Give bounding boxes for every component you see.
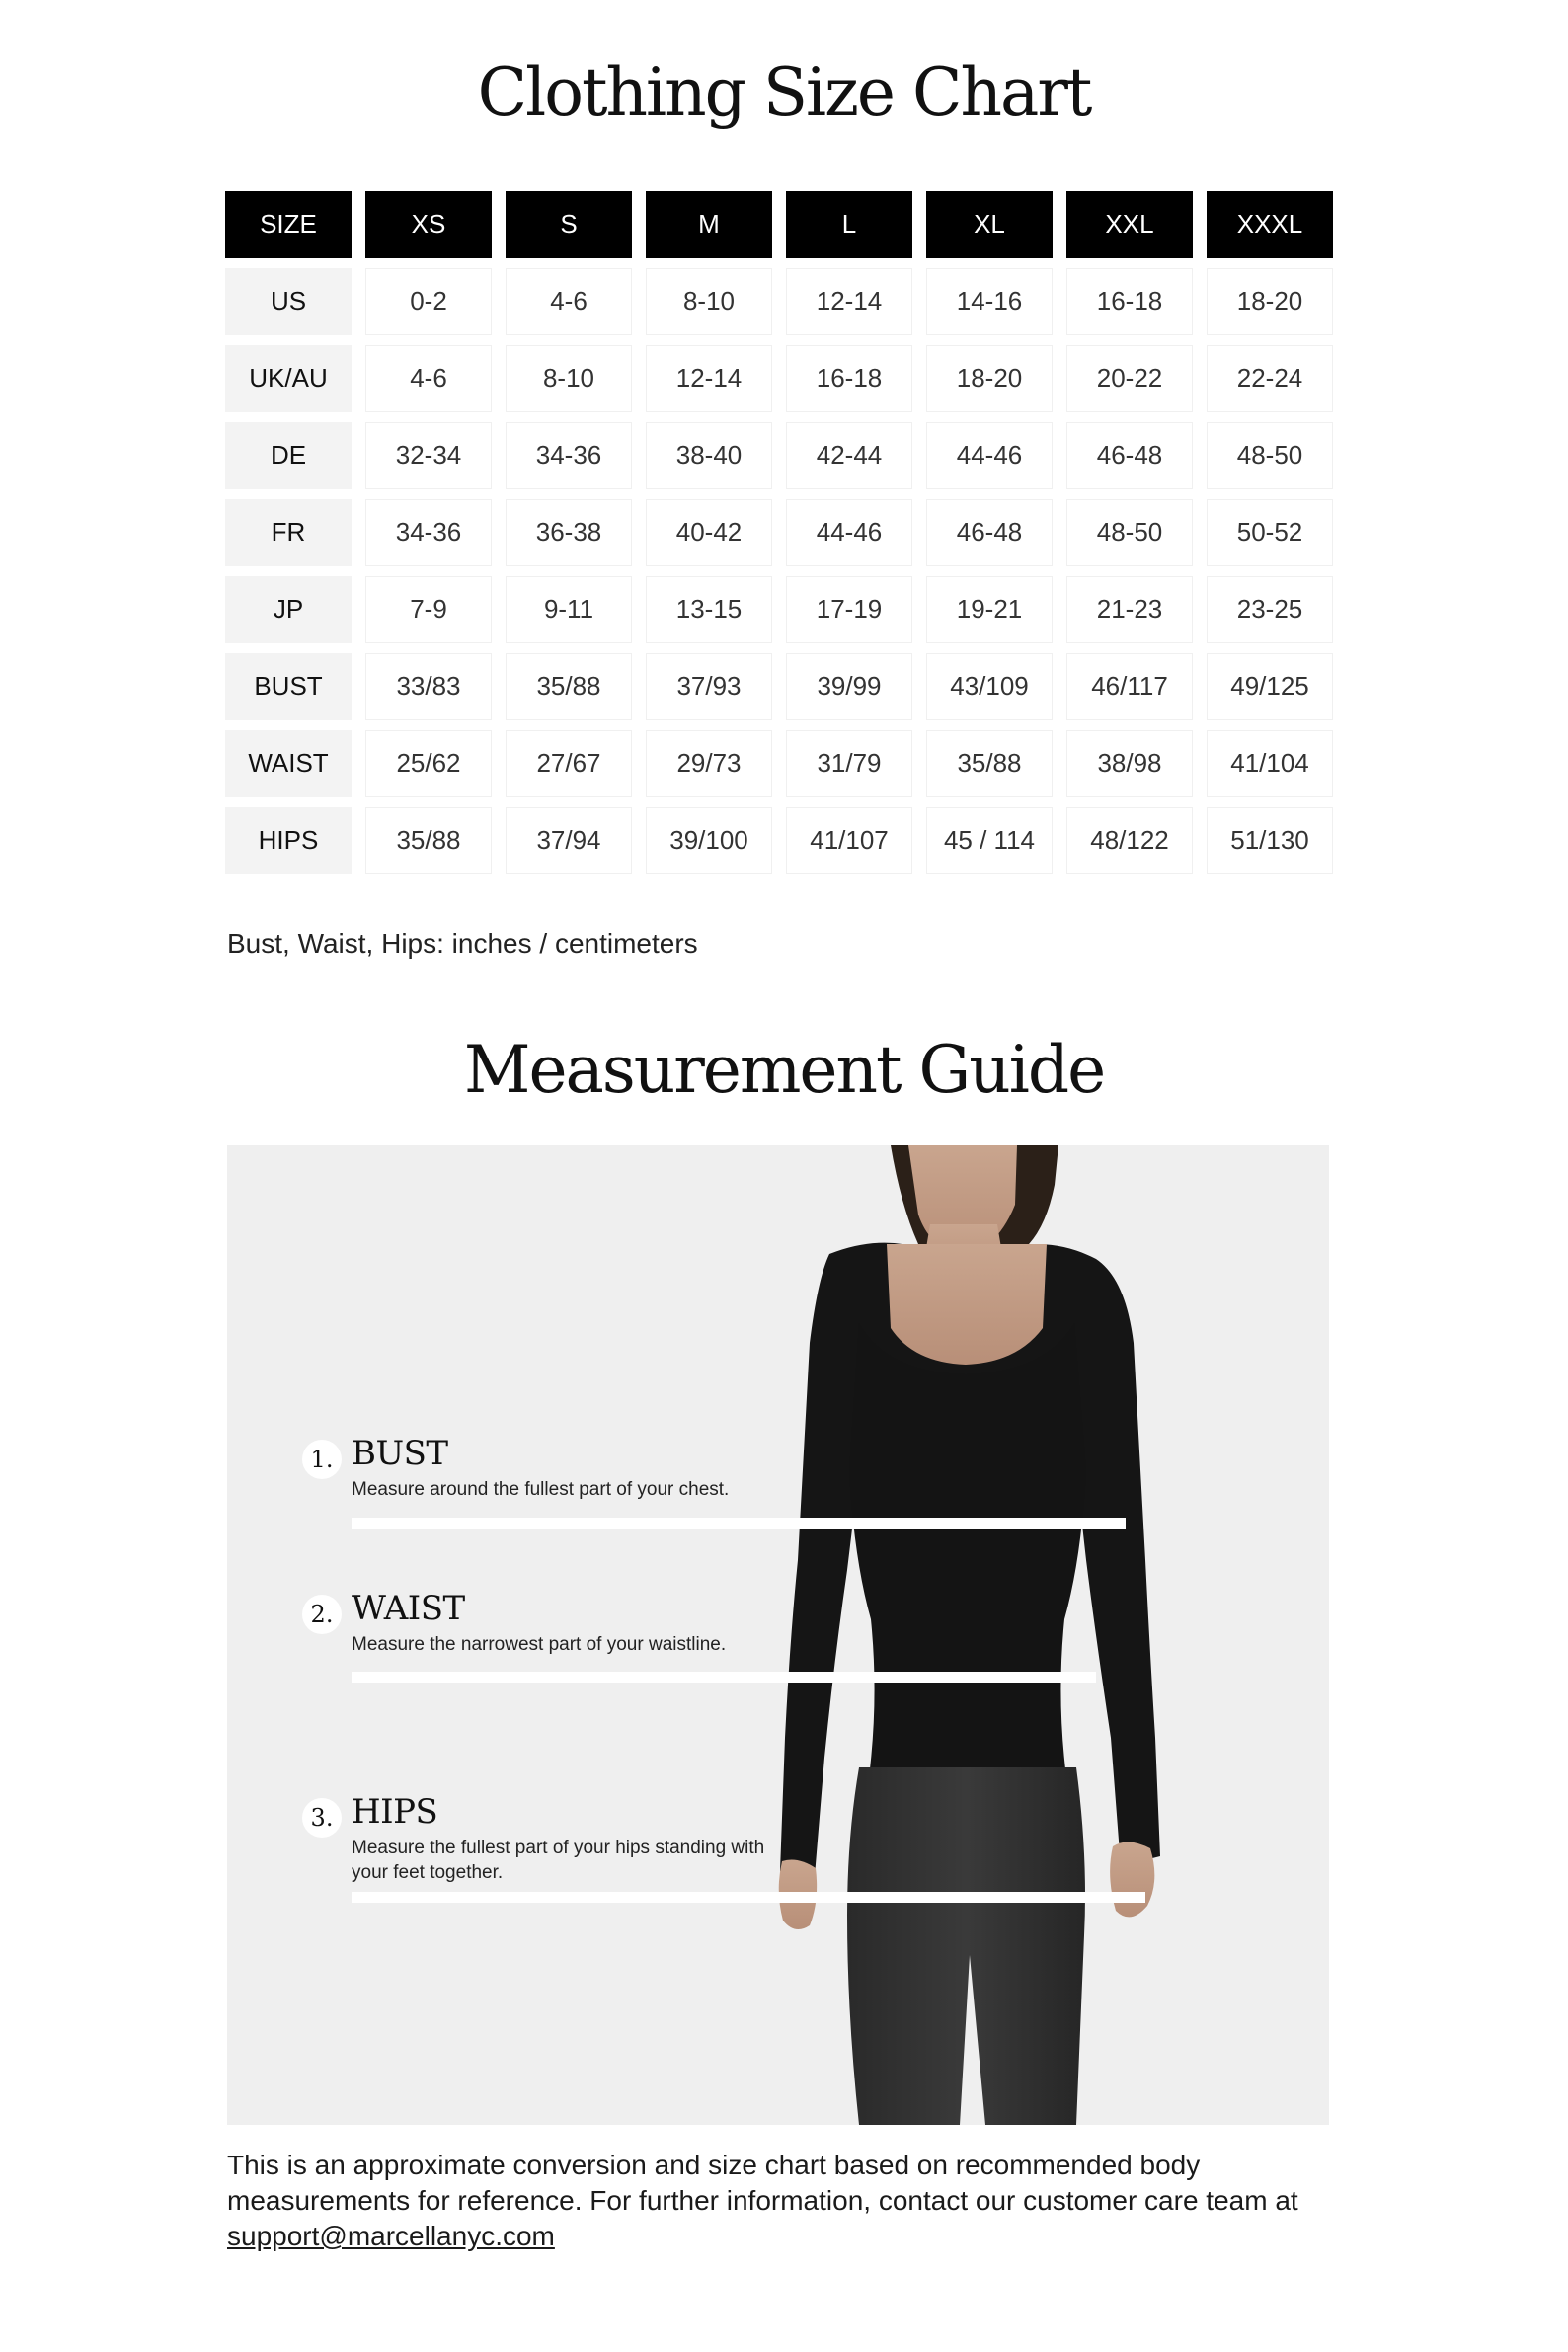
table-row [225, 345, 1333, 412]
column-header: M [646, 191, 772, 258]
table-cell: 32-34 [365, 422, 492, 489]
table-cell: 34-36 [506, 422, 632, 489]
table-cell: 46-48 [926, 499, 1053, 566]
table-row [225, 499, 1333, 566]
table-cell: 45 / 114 [926, 807, 1053, 874]
step-title: HIPS [352, 1792, 438, 1832]
column-header: XXXL [1207, 191, 1333, 258]
table-cell: 9-11 [506, 576, 632, 643]
table-cell: 23-25 [1207, 576, 1333, 643]
table-cell: 18-20 [926, 345, 1053, 412]
waist-measure-line [352, 1672, 1096, 1683]
table-cell: 13-15 [646, 576, 772, 643]
table-cell: 48/122 [1066, 807, 1193, 874]
support-email-link[interactable]: support@marcellanyc.com [227, 2221, 555, 2251]
row-label: BUST [225, 653, 352, 720]
table-cell: 51/130 [1207, 807, 1333, 874]
column-header: SIZE [225, 191, 352, 258]
table-cell: 19-21 [926, 576, 1053, 643]
table-cell: 29/73 [646, 730, 772, 797]
step-title: BUST [352, 1434, 448, 1473]
table-cell: 41/107 [786, 807, 912, 874]
table-row [225, 730, 1333, 797]
size-chart-table [211, 181, 1347, 884]
table-cell: 37/94 [506, 807, 632, 874]
row-label: JP [225, 576, 352, 643]
table-row [225, 653, 1333, 720]
measurement-guide-title: Measurement Guide [463, 1032, 1105, 1108]
column-header: S [506, 191, 632, 258]
hips-measure-line [352, 1892, 1145, 1903]
row-label: DE [225, 422, 352, 489]
row-label: FR [225, 499, 352, 566]
table-cell: 22-24 [1207, 345, 1333, 412]
table-cell: 36-38 [506, 499, 632, 566]
column-header: XXL [1066, 191, 1193, 258]
table-cell: 42-44 [786, 422, 912, 489]
table-cell: 43/109 [926, 653, 1053, 720]
table-cell: 12-14 [786, 268, 912, 335]
table-cell: 33/83 [365, 653, 492, 720]
table-row [225, 422, 1333, 489]
bust-measure-line [352, 1518, 1126, 1529]
table-cell: 7-9 [365, 576, 492, 643]
table-cell: 44-46 [786, 499, 912, 566]
table-cell: 39/99 [786, 653, 912, 720]
disclaimer-body: This is an approximate conversion and size chart based on recommended body measurements for reference. For further information, contact our customer care team at [227, 2150, 1298, 2216]
table-cell: 17-19 [786, 576, 912, 643]
table-cell: 20-22 [1066, 345, 1193, 412]
column-header: XS [365, 191, 492, 258]
table-cell: 48-50 [1066, 499, 1193, 566]
table-cell: 44-46 [926, 422, 1053, 489]
measurement-guide-image [227, 1145, 1329, 2125]
table-cell: 8-10 [506, 345, 632, 412]
table-cell: 38-40 [646, 422, 772, 489]
table-cell: 18-20 [1207, 268, 1333, 335]
row-label: HIPS [225, 807, 352, 874]
table-cell: 16-18 [786, 345, 912, 412]
step-number: 3. [302, 1798, 342, 1838]
column-header: XL [926, 191, 1053, 258]
table-cell: 40-42 [646, 499, 772, 566]
table-cell: 46-48 [1066, 422, 1193, 489]
table-cell: 21-23 [1066, 576, 1193, 643]
table-cell: 35/88 [365, 807, 492, 874]
step-description: Measure the fullest part of your hips standing with your feet together. [352, 1838, 765, 1883]
table-cell: 48-50 [1207, 422, 1333, 489]
table-cell: 46/117 [1066, 653, 1193, 720]
step-number: 1. [302, 1440, 342, 1479]
table-cell: 27/67 [506, 730, 632, 797]
table-cell: 31/79 [786, 730, 912, 797]
column-header: L [786, 191, 912, 258]
table-header-row [225, 191, 1333, 258]
table-cell: 12-14 [646, 345, 772, 412]
table-cell: 8-10 [646, 268, 772, 335]
step-description: Measure the narrowest part of your waistline. [352, 1634, 727, 1655]
table-cell: 39/100 [646, 807, 772, 874]
table-cell: 34-36 [365, 499, 492, 566]
table-cell: 14-16 [926, 268, 1053, 335]
table-row [225, 268, 1333, 335]
disclaimer-text [227, 2148, 1343, 2254]
table-cell: 49/125 [1207, 653, 1333, 720]
step-title: WAIST [352, 1589, 465, 1628]
table-cell: 4-6 [365, 345, 492, 412]
page-title: Clothing Size Chart [477, 54, 1091, 130]
row-label: WAIST [225, 730, 352, 797]
table-cell: 35/88 [506, 653, 632, 720]
table-cell: 38/98 [1066, 730, 1193, 797]
table-cell: 50-52 [1207, 499, 1333, 566]
table-cell: 16-18 [1066, 268, 1193, 335]
table-row [225, 576, 1333, 643]
table-cell: 37/93 [646, 653, 772, 720]
step-description: Measure around the fullest part of your chest. [352, 1479, 730, 1500]
table-cell: 25/62 [365, 730, 492, 797]
step-number: 2. [302, 1595, 342, 1634]
units-note: Bust, Waist, Hips: inches / centimeters [227, 928, 698, 959]
table-cell: 41/104 [1207, 730, 1333, 797]
table-cell: 35/88 [926, 730, 1053, 797]
table-cell: 4-6 [506, 268, 632, 335]
row-label: US [225, 268, 352, 335]
table-cell: 0-2 [365, 268, 492, 335]
table-row [225, 807, 1333, 874]
row-label: UK/AU [225, 345, 352, 412]
